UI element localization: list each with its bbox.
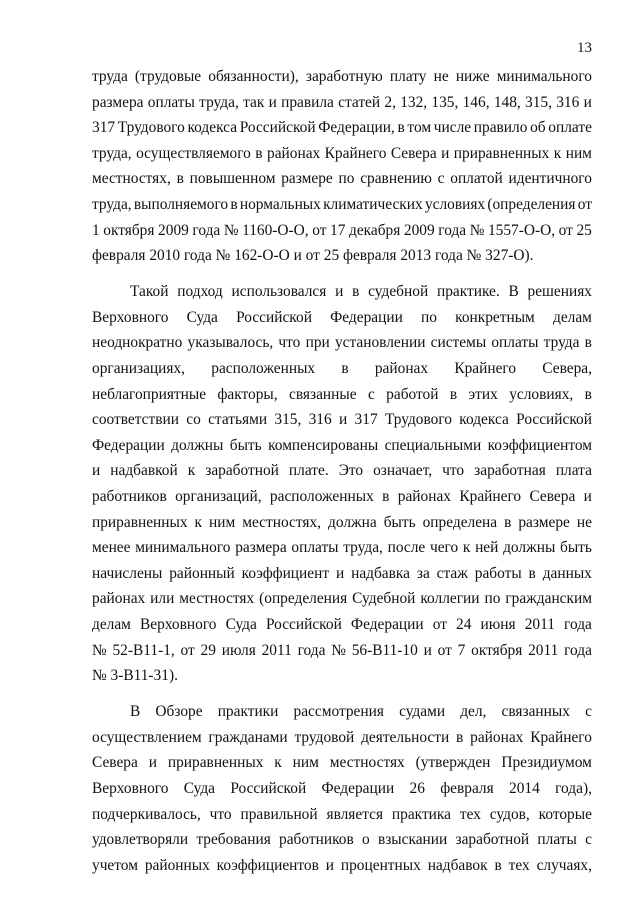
- text-line: Севера и приравненных к ним местностях (утвержден Президиумом: [92, 754, 592, 772]
- paragraph: [92, 64, 592, 269]
- text-line: местностях, в повышенном размере по сравнению с оплатой идентичного: [92, 170, 592, 188]
- text-line: и надбавкой к заработной плате. Это означает, что заработная плата: [92, 462, 592, 480]
- text-line: В Обзоре практики рассмотрения судами дел, связанных с: [130, 703, 592, 721]
- page-number: 13: [577, 40, 592, 56]
- text-line: приравненных к ним местностях, должна быть определена в размере не: [92, 513, 592, 531]
- text-line: Такой подход использовался и в судебной практике. В решениях: [130, 283, 592, 301]
- text-line: 1 октября 2009 года № 1160-О-О, от 17 декабря 2009 года № 1557-О-О, от 25: [92, 221, 592, 239]
- text-line: менее минимального размера оплаты труда, после чего к ней должны быть: [92, 539, 592, 557]
- paragraph: [92, 699, 592, 878]
- text-line: подчеркивалось, что правильной является практика тех судов, которые: [92, 805, 592, 823]
- text-line: учетом районных коэффициентов и процентных надбавок в тех случаях,: [92, 856, 592, 874]
- paragraph-gap: [92, 689, 592, 700]
- text-line: размера оплаты труда, так и правила статей 2, 132, 135, 146, 148, 315, 316 и: [92, 93, 592, 111]
- text-line: Верховного Суда Российской Федерации по конкретным делам: [92, 308, 592, 326]
- document-body: [92, 64, 592, 878]
- paragraph: [92, 279, 592, 689]
- text-line: организациях, расположенных в районах Крайнего Севера,: [92, 360, 592, 378]
- text-line: осуществлением гражданами трудовой деятельности в районах Крайнего: [92, 728, 592, 746]
- paragraph-gap: [92, 269, 592, 280]
- text-line: делам Верховного Суда Российской Федерации от 24 июня 2011 года: [92, 615, 592, 633]
- text-line: февраля 2010 года № 162-О-О и от 25 февраля 2013 года № 327-О).: [92, 247, 534, 265]
- text-line: удовлетворяли требования работников о взыскании заработной платы с: [92, 831, 592, 849]
- text-line: неблагоприятные факторы, связанные с работой в этих условиях, в: [92, 385, 592, 403]
- text-line: 317 Трудового кодекса Российской Федерации, в том числе правило об оплате: [92, 119, 592, 137]
- text-line: начислены районный коэффициент и надбавка за стаж работы в данных: [92, 564, 592, 582]
- text-line: неоднократно указывалось, что при установлении системы оплаты труда в: [92, 334, 592, 352]
- text-line: Федерации должны быть компенсированы специальными коэффициентом: [92, 436, 592, 454]
- text-line: № 52-В11-1, от 29 июля 2011 года № 56-В11-10 и от 7 октября 2011 года: [92, 641, 592, 659]
- text-line: Верховного Суда Российской Федерации 26 февраля 2014 года),: [92, 780, 592, 798]
- text-line: № 3-В11-31).: [92, 667, 178, 685]
- text-line: труда (трудовые обязанности), заработную плату не ниже минимального: [92, 68, 592, 85]
- text-line: районах или местностях (определения Судебной коллегии по гражданским: [92, 590, 592, 608]
- text-line: соответствии со статьями 315, 316 и 317 Трудового кодекса Российской: [92, 411, 592, 429]
- text-line: работников организаций, расположенных в районах Крайнего Севера и: [92, 488, 592, 505]
- text-line: труда, выполняемого в нормальных климатических условиях (определения от: [92, 195, 592, 213]
- text-line: труда, осуществляемого в районах Крайнего Севера и приравненных к ним: [92, 144, 592, 162]
